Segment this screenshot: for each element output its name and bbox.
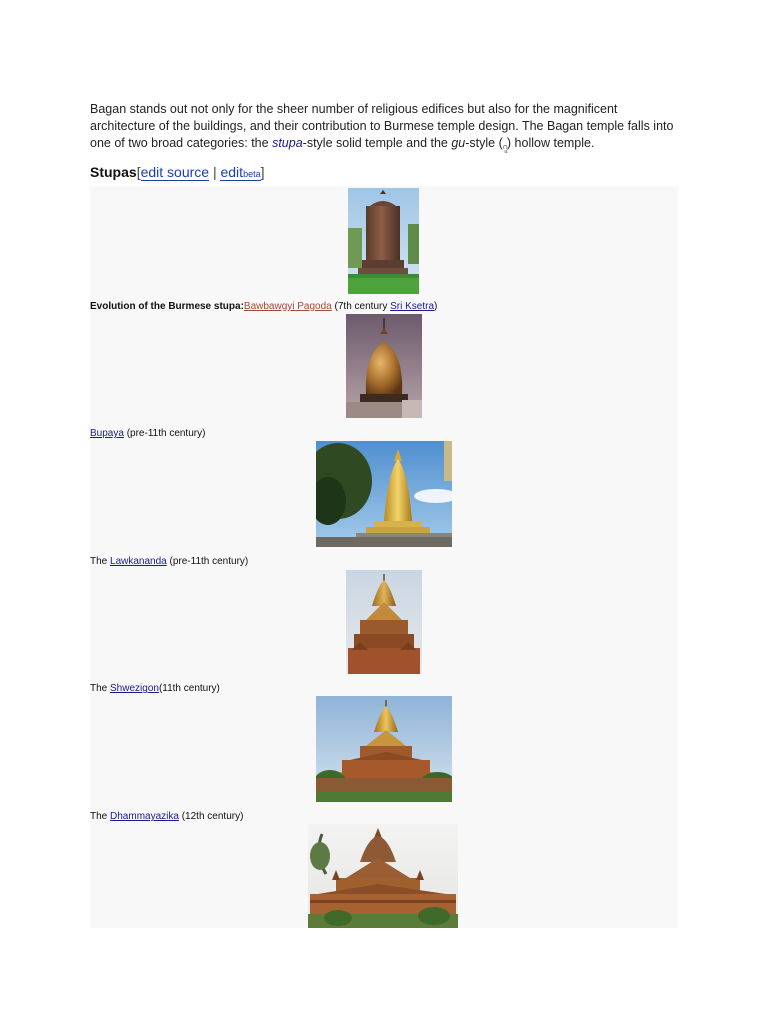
caption-bawbawgyi bbox=[90, 301, 437, 312]
beta-label: beta bbox=[243, 169, 261, 179]
intro-text: -style solid temple and the bbox=[302, 136, 452, 150]
bupaya-link[interactable]: Bupaya bbox=[90, 428, 124, 439]
section-title: Stupas bbox=[90, 164, 137, 180]
gu-term: gu bbox=[451, 136, 466, 150]
lawkananda-photo[interactable] bbox=[316, 441, 452, 547]
bracket: [ bbox=[136, 164, 141, 180]
caption-text: The bbox=[90, 811, 111, 822]
caption-text: (12th century) bbox=[178, 811, 244, 822]
intro-line: Bagan stands out not only for the sheer number of religious edifices but also for the magnificent bbox=[90, 102, 618, 116]
bawbawgyi-photo[interactable] bbox=[348, 188, 419, 294]
intro-line: architecture of the buildings, and their contribution to Burmese temple design. The Bagan temple falls into bbox=[90, 119, 674, 133]
bawbawgyi-link[interactable]: Bawbawgyi Pagoda bbox=[243, 301, 332, 312]
caption-shwezigon bbox=[90, 683, 220, 694]
caption-text: (pre-11th century) bbox=[123, 428, 206, 439]
lawkananda-link[interactable]: Lawkananda bbox=[110, 556, 167, 567]
caption-text: The bbox=[90, 683, 111, 694]
stupa-link[interactable]: stupa bbox=[272, 136, 303, 150]
edit-link[interactable] bbox=[220, 164, 260, 181]
edit-source-link[interactable]: edit source bbox=[140, 164, 210, 180]
caption-text: The bbox=[90, 556, 111, 567]
section-heading bbox=[90, 164, 264, 180]
caption-text: (11th century) bbox=[158, 683, 220, 694]
shwezigon-photo[interactable] bbox=[346, 570, 422, 674]
intro-paragraph bbox=[90, 101, 690, 155]
dhammayazika-link[interactable]: Dhammayazika bbox=[110, 811, 179, 822]
separator: | bbox=[209, 164, 221, 180]
intro-text: -style ( bbox=[465, 136, 503, 150]
bracket: ] bbox=[260, 164, 265, 180]
temple-photo[interactable] bbox=[308, 824, 458, 928]
stupa-gallery bbox=[90, 186, 678, 928]
caption-bupaya bbox=[90, 428, 205, 439]
dhammayazika-photo[interactable] bbox=[316, 696, 452, 802]
edit-label: edit bbox=[220, 164, 244, 180]
caption-text: (7th century bbox=[331, 301, 391, 312]
intro-text: ) hollow temple. bbox=[506, 136, 595, 150]
intro-line bbox=[90, 135, 690, 155]
caption-text: (pre-11th century) bbox=[166, 556, 249, 567]
caption-lawkananda bbox=[90, 556, 248, 567]
caption-dhammayazika bbox=[90, 811, 243, 822]
sri-ksetra-link[interactable]: Sri Ksetra bbox=[390, 301, 435, 312]
caption-text: ) bbox=[434, 301, 438, 312]
caption-bold: Evolution of the Burmese stupa: bbox=[90, 301, 244, 312]
shwezigon-link[interactable]: Shwezigon bbox=[110, 683, 159, 694]
intro-text: one of two broad categories: the bbox=[90, 136, 273, 150]
burmese-glyph: ဂူ bbox=[502, 141, 507, 151]
bupaya-photo[interactable] bbox=[346, 314, 422, 418]
